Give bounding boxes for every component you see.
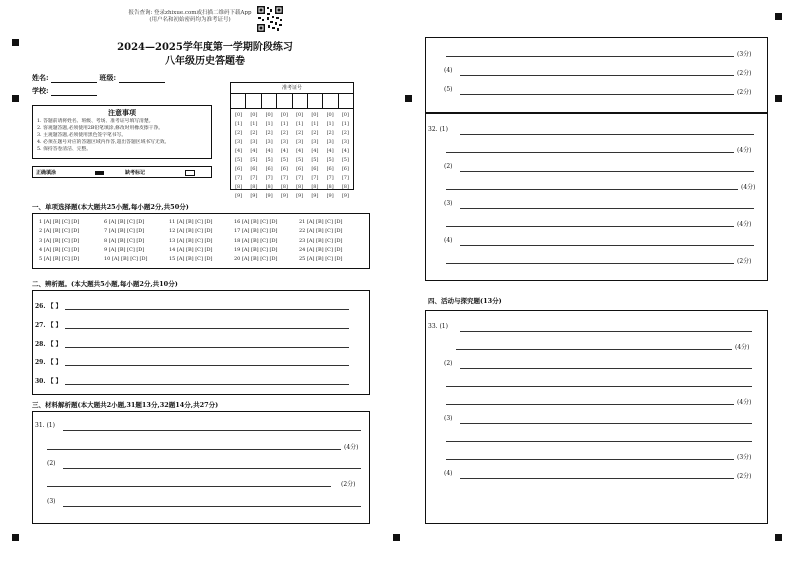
id-digit-bubble[interactable]: [3]	[280, 139, 288, 145]
q31-continued-box	[425, 37, 768, 113]
q32-label: 32. (1)	[428, 126, 448, 133]
mc-question-option[interactable]: 22 [A] [B] [C] [D]	[299, 228, 343, 235]
id-digit-bubble[interactable]: [9]	[296, 193, 304, 199]
id-digit-bubble[interactable]: [0]	[296, 112, 304, 118]
q32-p4-score: (2分)	[737, 258, 752, 265]
id-digit-bubble[interactable]: [9]	[326, 193, 334, 199]
id-digit-bubble[interactable]: [0]	[265, 112, 273, 118]
id-digit-bubble[interactable]: [0]	[235, 112, 243, 118]
notice-item: 5. 保持答卷清洁、完整。	[37, 147, 92, 152]
mc-rows	[39, 218, 369, 264]
mc-answer-box	[32, 213, 370, 269]
id-digit-bubble[interactable]: [3]	[296, 139, 304, 145]
q32-line[interactable]	[446, 189, 738, 190]
q31-line[interactable]	[47, 486, 331, 487]
id-digit-bubble[interactable]: [8]	[326, 184, 334, 190]
report-notice-line2: (用户名和初始密码均为准考证号)	[149, 17, 231, 23]
id-digit-bubble[interactable]: [7]	[265, 175, 273, 181]
q31-line[interactable]	[460, 75, 734, 76]
id-digit-bubble[interactable]: [2]	[311, 130, 319, 136]
q32-line[interactable]	[460, 134, 754, 135]
id-digit-bubble[interactable]: [3]	[311, 139, 319, 145]
id-digit-column	[307, 111, 322, 201]
id-digit-bubble[interactable]: [5]	[311, 157, 319, 163]
mc-question-option[interactable]: 14 [A] [B] [C] [D]	[169, 246, 213, 253]
id-digit-column	[246, 111, 261, 201]
name-label: 姓名:	[32, 73, 49, 82]
id-digit-bubble[interactable]: [5]	[235, 157, 243, 163]
id-digit-bubble[interactable]: [0]	[280, 112, 288, 118]
id-digit-bubble[interactable]: [8]	[280, 184, 288, 190]
q27-answer-line[interactable]	[65, 328, 349, 329]
mc-row	[39, 227, 369, 236]
id-digit-bubble[interactable]: [1]	[265, 121, 273, 127]
id-digit-bubble[interactable]: [4]	[311, 148, 319, 154]
id-digit-bubble[interactable]: [4]	[296, 148, 304, 154]
q33-p2-label: (2)	[444, 360, 453, 367]
id-digit-bubble[interactable]: [9]	[311, 193, 319, 199]
q32-line[interactable]	[446, 152, 734, 153]
q33-line[interactable]	[460, 423, 752, 424]
id-digit-bubble[interactable]: [8]	[311, 184, 319, 190]
mc-question-option[interactable]: 7 [A] [B] [C] [D]	[104, 228, 145, 235]
q31-line[interactable]	[63, 506, 361, 507]
alignment-mark	[393, 534, 400, 541]
school-label: 学校:	[32, 86, 49, 95]
id-digit-bubble[interactable]: [2]	[341, 130, 349, 136]
id-digit-bubble[interactable]: [1]	[280, 121, 288, 127]
id-digit-bubble[interactable]: [6]	[341, 166, 349, 172]
class-label: 班级:	[99, 73, 117, 82]
mc-question-option[interactable]: 5 [A] [B] [C] [D]	[39, 256, 80, 263]
q33-line[interactable]	[460, 478, 734, 479]
id-digit-bubble[interactable]: [8]	[296, 184, 304, 190]
mc-question-option[interactable]: 23 [A] [B] [C] [D]	[299, 237, 343, 244]
q32-p3-label: (3)	[444, 200, 453, 207]
id-digit-column	[231, 111, 246, 201]
q31-p2-label: (2)	[47, 460, 56, 467]
id-digit-bubble[interactable]: [8]	[250, 184, 258, 190]
mc-question-option[interactable]: 11 [A] [B] [C] [D]	[169, 219, 213, 225]
page-title: 2024—2025学年度第一学期阶段练习	[117, 42, 293, 53]
id-digit-bubble[interactable]: [2]	[280, 130, 288, 136]
id-digit-bubble[interactable]: [2]	[296, 130, 304, 136]
absent-mark-label: 缺考标记	[125, 170, 146, 176]
fill-example-box	[32, 166, 212, 178]
student-info-row	[32, 73, 165, 83]
id-digit-bubble[interactable]: [7]	[326, 175, 334, 181]
mc-row	[39, 237, 369, 246]
mc-question-option[interactable]: 4 [A] [B] [C] [D]	[39, 246, 80, 253]
id-digit-bubble[interactable]: [7]	[250, 175, 258, 181]
id-digit-bubble[interactable]: [0]	[311, 112, 319, 118]
mc-question-option[interactable]: 19 [A] [B] [C] [D]	[234, 246, 278, 253]
q32-line[interactable]	[460, 208, 754, 209]
id-digit-bubble[interactable]: [0]	[326, 112, 334, 118]
q33-line[interactable]	[460, 331, 752, 332]
page-subtitle: 八年级历史答题卷	[165, 56, 245, 67]
q31-line[interactable]	[63, 430, 361, 431]
q33-answer-box	[425, 310, 768, 524]
id-digit-bubble[interactable]: [1]	[250, 121, 258, 127]
correct-fill-label: 正确填涂	[36, 170, 57, 176]
q31-p1-score: (4分)	[344, 444, 359, 451]
q32-p3-score: (4分)	[737, 221, 752, 228]
id-digit-bubble[interactable]: [8]	[235, 184, 243, 190]
q32-p2-label: (2)	[444, 163, 453, 170]
id-digit-bubble[interactable]: [3]	[250, 139, 258, 145]
id-write-cell[interactable]	[231, 94, 246, 108]
id-digit-bubble[interactable]: [3]	[265, 139, 273, 145]
mc-question-option[interactable]: 15 [A] [B] [C] [D]	[169, 256, 213, 263]
id-digit-bubble[interactable]: [4]	[250, 148, 258, 154]
q31-p5-score: (2分)	[737, 89, 752, 96]
mc-question-option[interactable]: 13 [A] [B] [C] [D]	[169, 237, 213, 244]
q33-p3-label: (3)	[444, 415, 453, 422]
q32-line[interactable]	[446, 226, 734, 227]
id-digit-column	[277, 111, 292, 201]
alignment-mark	[775, 13, 782, 20]
q28-label: 28. 【 】	[35, 341, 62, 348]
q32-line[interactable]	[460, 245, 754, 246]
id-digit-bubble[interactable]: [2]	[235, 130, 243, 136]
correct-fill-sample	[95, 171, 104, 175]
school-field[interactable]	[51, 95, 97, 96]
id-digit-bubble[interactable]: [6]	[296, 166, 304, 172]
section-3-title: 三、材料解析题(本大题共2小题,31题13分,32题14分,共27分)	[32, 401, 219, 409]
q33-line[interactable]	[456, 349, 732, 350]
id-digit-bubble[interactable]: [1]	[235, 121, 243, 127]
id-digit-bubble[interactable]: [7]	[235, 175, 243, 181]
id-digit-bubble[interactable]: [6]	[250, 166, 258, 172]
id-write-cell[interactable]	[293, 94, 308, 108]
q31-p3-label: (3)	[47, 498, 56, 505]
id-write-cell[interactable]	[323, 94, 338, 108]
id-digit-bubble[interactable]: [3]	[341, 139, 349, 145]
id-write-cell[interactable]	[246, 94, 261, 108]
mc-question-option[interactable]: 2 [A] [B] [C] [D]	[39, 228, 80, 235]
school-row	[32, 86, 97, 96]
q32-p2-score: (4分)	[741, 184, 756, 191]
q28-answer-line[interactable]	[65, 347, 349, 348]
id-digit-column	[338, 111, 353, 201]
id-digit-bubble[interactable]: [5]	[341, 157, 349, 163]
q31-line[interactable]	[63, 468, 361, 469]
mc-question-option[interactable]: 17 [A] [B] [C] [D]	[234, 228, 278, 235]
id-digit-bubble[interactable]: [1]	[341, 121, 349, 127]
mc-row	[39, 218, 369, 227]
mc-question-option[interactable]: 16 [A] [B] [C] [D]	[234, 219, 278, 225]
notice-box	[32, 105, 212, 159]
id-digit-bubble[interactable]: [7]	[280, 175, 288, 181]
id-digit-bubble[interactable]: [4]	[235, 148, 243, 154]
mc-question-option[interactable]: 20 [A] [B] [C] [D]	[234, 256, 278, 263]
section-4-title: 四、活动与探究题(13分)	[428, 297, 502, 305]
id-digit-bubble[interactable]: [6]	[235, 166, 243, 172]
notice-item: 2. 客观题答题,必须使用2B铅笔填涂,修改时用橡皮擦干净。	[37, 126, 164, 131]
id-digit-bubble[interactable]: [5]	[265, 157, 273, 163]
id-digit-bubble[interactable]: [9]	[265, 193, 273, 199]
id-digit-bubble[interactable]: [2]	[265, 130, 273, 136]
mc-question-option[interactable]: 10 [A] [B] [C] [D]	[104, 256, 148, 263]
id-digit-bubble[interactable]: [7]	[311, 175, 319, 181]
exam-id-title: 准考证号	[231, 83, 353, 94]
section-1-title: 一、单项选择题(本大题共25小题,每小题2分,共50分)	[32, 203, 189, 211]
id-digit-column	[323, 111, 338, 201]
id-digit-bubble[interactable]: [3]	[235, 139, 243, 145]
q31-line[interactable]	[446, 56, 734, 57]
mc-question-option[interactable]: 18 [A] [B] [C] [D]	[234, 237, 278, 244]
q31-line[interactable]	[460, 94, 734, 95]
exam-id-bubbles	[231, 109, 353, 201]
id-digit-bubble[interactable]: [2]	[250, 130, 258, 136]
q31-p2-score: (2分)	[341, 481, 356, 488]
alignment-mark	[405, 95, 412, 102]
id-write-cell[interactable]	[339, 94, 353, 108]
mc-question-option[interactable]: 12 [A] [B] [C] [D]	[169, 228, 213, 235]
id-digit-bubble[interactable]: [9]	[341, 193, 349, 199]
id-digit-bubble[interactable]: [5]	[326, 157, 334, 163]
alignment-mark	[12, 95, 19, 102]
id-digit-bubble[interactable]: [1]	[296, 121, 304, 127]
id-digit-bubble[interactable]: [7]	[296, 175, 304, 181]
exam-id-write-cells	[231, 94, 353, 109]
report-notice-line1: 报告查询: 登录zhixue.com或扫描二维码下载App	[128, 10, 252, 16]
class-field[interactable]	[119, 82, 165, 83]
alignment-mark	[775, 534, 782, 541]
alignment-mark	[775, 95, 782, 102]
id-digit-bubble[interactable]: [8]	[341, 184, 349, 190]
id-digit-bubble[interactable]: [7]	[341, 175, 349, 181]
absent-mark-checkbox[interactable]	[185, 170, 195, 176]
id-write-cell[interactable]	[277, 94, 292, 108]
q31-label: 31. (1)	[35, 422, 55, 429]
id-digit-bubble[interactable]: [6]	[280, 166, 288, 172]
q33-line[interactable]	[460, 368, 752, 369]
id-digit-bubble[interactable]: [3]	[326, 139, 334, 145]
mc-row	[39, 246, 369, 255]
q29-label: 29. 【 】	[35, 359, 62, 366]
id-digit-bubble[interactable]: [4]	[265, 148, 273, 154]
id-digit-bubble[interactable]: [9]	[235, 193, 243, 199]
id-digit-bubble[interactable]: [2]	[326, 130, 334, 136]
bianxi-answer-box	[32, 290, 370, 395]
id-digit-bubble[interactable]: [5]	[296, 157, 304, 163]
q32-answer-box	[425, 113, 768, 281]
notice-item: 4. 必须在题号对应的答题区域内作答,超出答题区域书写无效。	[37, 140, 170, 145]
q33-p4-label: (4)	[444, 470, 453, 477]
id-digit-bubble[interactable]: [4]	[280, 148, 288, 154]
notice-item: 3. 主观题答题,必须使用黑色签字笔书写。	[37, 133, 127, 138]
mc-question-option[interactable]: 1 [A] [B] [C] [D]	[39, 219, 80, 225]
id-digit-column	[292, 111, 307, 201]
q31-p5-label: (5)	[444, 86, 453, 93]
id-write-cell[interactable]	[308, 94, 323, 108]
id-digit-bubble[interactable]: [1]	[326, 121, 334, 127]
mc-question-option[interactable]: 8 [A] [B] [C] [D]	[104, 237, 145, 244]
id-digit-bubble[interactable]: [9]	[280, 193, 288, 199]
id-digit-bubble[interactable]: [1]	[311, 121, 319, 127]
q29-answer-line[interactable]	[65, 365, 349, 366]
mc-question-option[interactable]: 21 [A] [B] [C] [D]	[299, 219, 343, 225]
q33-line[interactable]	[446, 404, 734, 405]
q33-label: 33. (1)	[428, 323, 448, 330]
q32-line[interactable]	[460, 171, 754, 172]
id-digit-bubble[interactable]: [0]	[250, 112, 258, 118]
qr-code-icon	[256, 5, 284, 33]
alignment-mark	[12, 39, 19, 46]
id-digit-bubble[interactable]: [9]	[250, 193, 258, 199]
notice-title: 注意事项	[108, 108, 136, 117]
id-digit-bubble[interactable]: [5]	[250, 157, 258, 163]
q33-line[interactable]	[446, 386, 752, 387]
mc-question-option[interactable]: 25 [A] [B] [C] [D]	[299, 256, 343, 263]
id-digit-bubble[interactable]: [8]	[265, 184, 273, 190]
q33-p3-score: (3分)	[737, 454, 752, 461]
q32-p4-label: (4)	[444, 237, 453, 244]
q26-label: 26. 【 】	[35, 303, 62, 310]
notice-item: 1. 答题前请将姓名、班级、考场、准考证号填写清楚。	[37, 119, 154, 124]
q31-p3-score: (3分)	[737, 51, 752, 58]
alignment-mark	[12, 534, 19, 541]
mc-question-option[interactable]: 9 [A] [B] [C] [D]	[104, 246, 145, 253]
mc-question-option[interactable]: 3 [A] [B] [C] [D]	[39, 237, 80, 244]
q26-answer-line[interactable]	[65, 309, 349, 310]
q33-line[interactable]	[446, 441, 752, 442]
id-digit-bubble[interactable]: [4]	[326, 148, 334, 154]
name-field[interactable]	[51, 82, 97, 83]
q30-answer-line[interactable]	[65, 384, 349, 385]
q31-p4-label: (4)	[444, 67, 453, 74]
q33-line[interactable]	[446, 459, 734, 460]
q33-p4-score: (2分)	[737, 473, 752, 480]
mc-question-option[interactable]: 24 [A] [B] [C] [D]	[299, 246, 343, 253]
id-digit-bubble[interactable]: [4]	[341, 148, 349, 154]
mc-question-option[interactable]: 6 [A] [B] [C] [D]	[104, 219, 145, 225]
id-digit-bubble[interactable]: [5]	[280, 157, 288, 163]
id-write-cell[interactable]	[262, 94, 277, 108]
q30-label: 30. 【 】	[35, 378, 62, 385]
mc-row	[39, 255, 369, 264]
id-digit-column	[262, 111, 277, 201]
q31-line[interactable]	[47, 449, 341, 450]
id-digit-bubble[interactable]: [6]	[311, 166, 319, 172]
id-digit-bubble[interactable]: [0]	[341, 112, 349, 118]
q31-answer-box	[32, 411, 370, 524]
q32-p1-score: (4分)	[737, 147, 752, 154]
report-notice	[100, 10, 280, 24]
id-digit-bubble[interactable]: [6]	[265, 166, 273, 172]
id-digit-bubble[interactable]: [6]	[326, 166, 334, 172]
q31-p4-score: (2分)	[737, 70, 752, 77]
section-2-title: 二、辨析题。(本大题共5小题,每小题2分,共10分)	[32, 280, 178, 288]
exam-id-grid	[230, 82, 354, 199]
q33-p1-score: (4分)	[735, 344, 750, 351]
q32-line[interactable]	[446, 263, 734, 264]
q27-label: 27. 【 】	[35, 322, 62, 329]
q33-p2-score: (4分)	[737, 399, 752, 406]
